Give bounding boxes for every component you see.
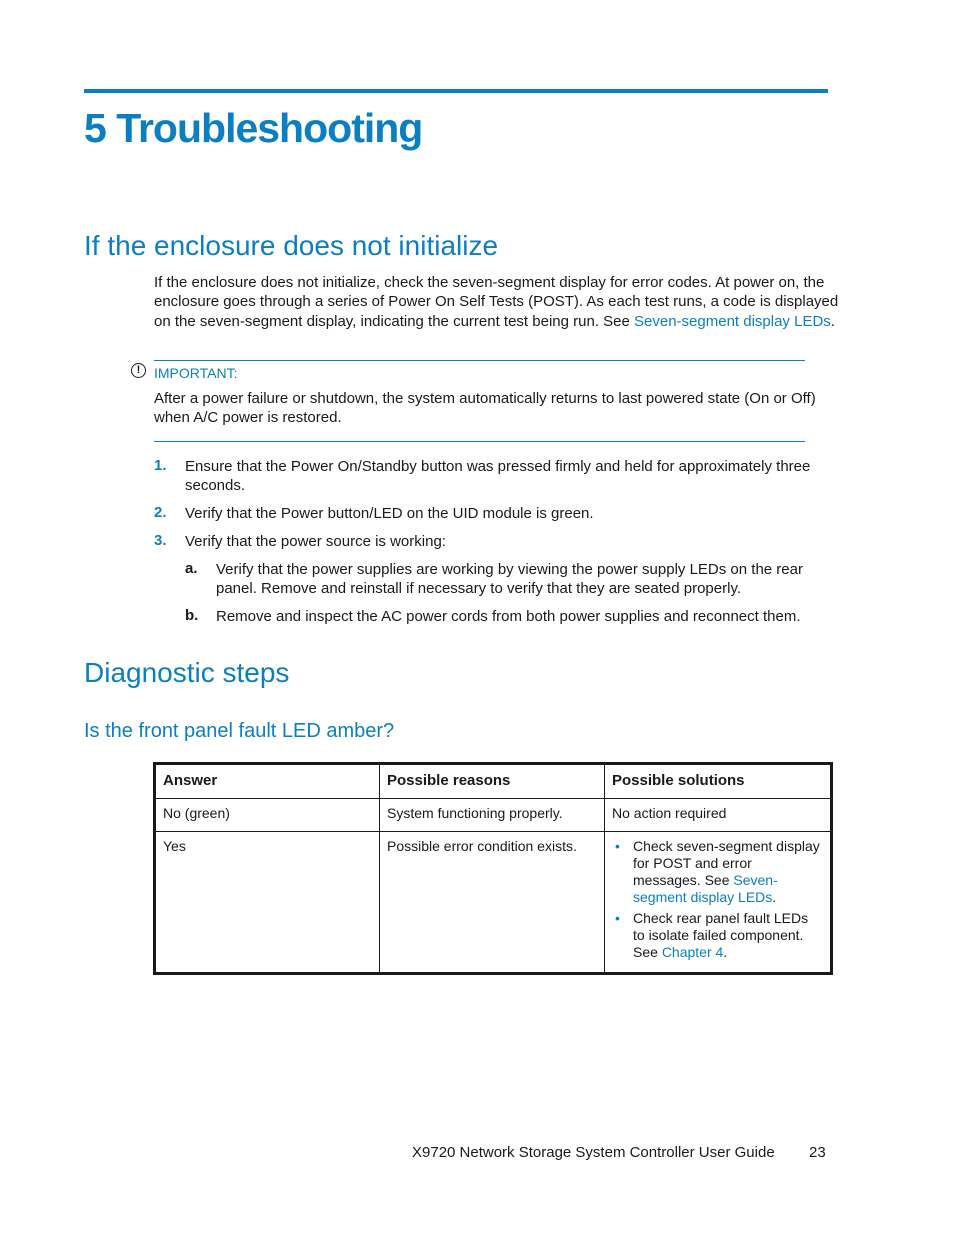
important-line-1: After a power failure or shutdown, the system automatically returns to last powered state (On or Off): [154, 390, 816, 407]
step-1-number: 1.: [154, 457, 167, 474]
solution-2-text: Check rear panel fault LEDs to isolate failed component. See: [633, 910, 809, 960]
intro-line-3-end: .: [830, 312, 835, 330]
solution-1-text: Check seven-segment display for POST and error messages. See: [633, 838, 820, 888]
chapter-4-link[interactable]: Chapter 4: [661, 944, 724, 960]
cell-answer: No (green): [155, 799, 380, 832]
step-1-line-1: Ensure that the Power On/Standby button was pressed firmly and held for approximately three: [185, 458, 811, 475]
cell-reason: Possible error condition exists.: [380, 832, 605, 974]
chapter-title: 5 Troubleshooting: [84, 105, 423, 151]
section-heading-enclosure: If the enclosure does not initialize: [84, 230, 499, 261]
cell-reason: System functioning properly.: [380, 799, 605, 832]
chapter-rule: [84, 89, 828, 93]
important-line-2: when A/C power is restored.: [154, 409, 342, 427]
exclamation-circle-icon: !: [131, 363, 146, 378]
header-solutions: Possible solutions: [605, 764, 832, 799]
table-header-row: [155, 764, 832, 799]
cell-solution: [605, 832, 832, 974]
subsection-heading-fault-led: Is the front panel fault LED amber?: [84, 720, 395, 742]
section-heading-diagnostic: Diagnostic steps: [84, 657, 290, 688]
substep-b-letter: b.: [185, 607, 199, 624]
step-1-line-2: seconds.: [185, 477, 246, 495]
substep-b-text: Remove and inspect the AC power cords from both power supplies and reconnect them.: [216, 608, 801, 625]
substep-a-line-2: panel. Remove and reinstall if necessary to verify that they are seated properly.: [216, 580, 741, 598]
important-label: IMPORTANT:: [154, 365, 238, 381]
seven-segment-link[interactable]: Seven-segment display LEDs: [634, 312, 831, 330]
bullet-icon: •: [615, 910, 620, 926]
important-bottom-rule: [154, 441, 805, 442]
intro-line-3: [154, 312, 834, 331]
step-3-number: 3.: [154, 532, 167, 549]
substep-a: [216, 560, 826, 599]
step-2-number: 2.: [154, 504, 167, 521]
bullet-icon: •: [615, 838, 620, 854]
table-row: [155, 832, 832, 974]
header-reasons: Possible reasons: [380, 764, 605, 799]
intro-line-1: If the enclosure does not initialize, check the seven-segment display for error codes. At power on, the: [154, 274, 825, 291]
list-item: [612, 910, 823, 961]
substep-a-letter: a.: [185, 560, 198, 577]
solution-1-end: .: [772, 889, 777, 905]
page-number: 23: [809, 1144, 826, 1161]
important-top-rule: [154, 360, 805, 361]
header-answer: Answer: [155, 764, 380, 799]
step-3-text: Verify that the power source is working:: [185, 533, 446, 550]
step-1: [185, 457, 825, 496]
step-2-text: Verify that the Power button/LED on the UID module is green.: [185, 505, 594, 522]
intro-line-3-text: on the seven-segment display, indicating the current test being run. See: [154, 312, 635, 330]
intro-paragraph: [154, 273, 839, 331]
seven-segment-link[interactable]: Seven-segment display LEDs: [633, 872, 778, 905]
substep-a-line-1: Verify that the power supplies are working by viewing the power supply LEDs on the rear: [216, 561, 803, 578]
intro-line-2: enclosure goes through a series of Power On Self Tests (POST). As each test runs, a code is displayed: [154, 293, 839, 311]
table-row: [155, 799, 832, 832]
solution-list: [612, 838, 823, 961]
cell-solution: No action required: [605, 799, 832, 832]
footer-title: X9720 Network Storage System Controller User Guide: [412, 1144, 775, 1161]
list-item: [612, 838, 823, 906]
diagnostic-table: [153, 762, 833, 975]
solution-2-end: .: [723, 944, 728, 960]
cell-answer: Yes: [155, 832, 380, 974]
important-note: [154, 389, 814, 428]
